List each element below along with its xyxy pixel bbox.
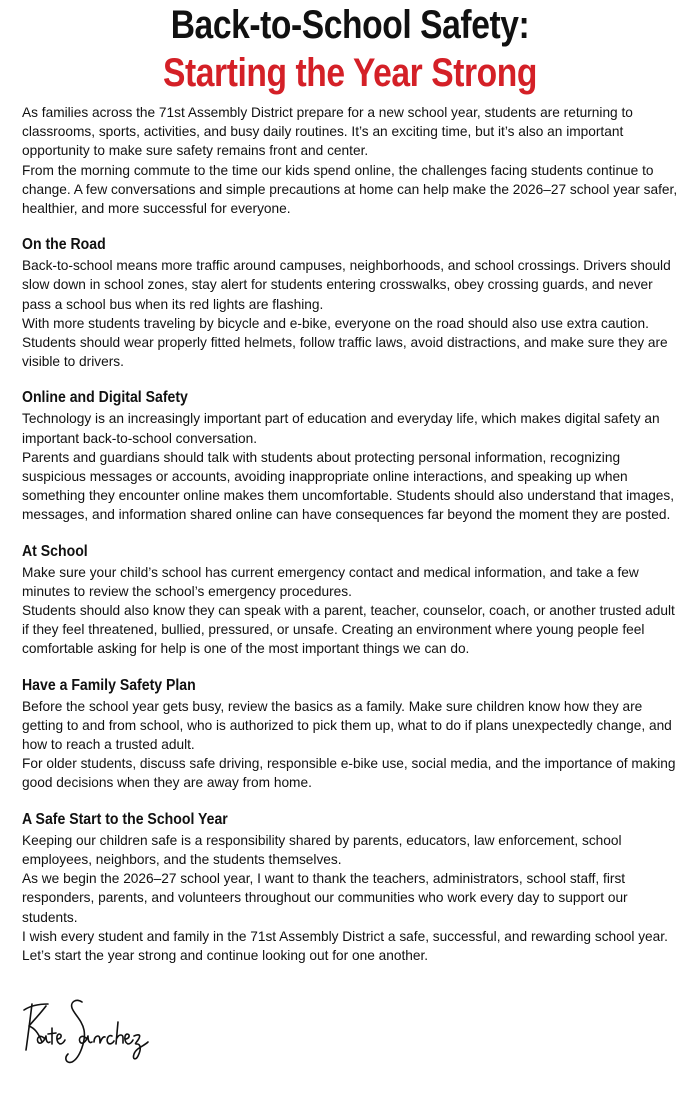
section-paragraph: Keeping our children safe is a responsibility shared by parents, educators, law enforcement, school employees, neighbors, and the students themselves. [22, 832, 622, 867]
section-paragraph: For older students, discuss safe driving, responsible e-bike use, social media, and the importance of making good decisions when they are away from home. [22, 756, 676, 791]
section-on-the-road [22, 235, 678, 371]
intro [22, 103, 678, 218]
section-heading: A Safe Start to the School Year [22, 810, 228, 828]
section-paragraph: Back-to-school means more traffic around campuses, neighborhoods, and school crossings. Drivers should slow down in school zones, stay alert for students entering crosswalks, obey crossing guards, and never pass a school bus when its red lights are flashing. [22, 258, 671, 312]
section-online-digital-safety [22, 388, 678, 524]
section-paragraph: I wish every student and family in the 71st Assembly District a safe, successful, and rewarding school year. Let’s start the year strong and continue looking out for one another. [22, 928, 668, 963]
section-paragraph: As we begin the 2026–27 school year, I want to thank the teachers, administrators, school staff, first responders, parents, and volunteers throughout our communities who work every day to support our students. [22, 871, 628, 925]
intro-paragraph: From the morning commute to the time our kids spend online, the challenges facing students continue to change. A few conversations and simple precautions at home can help make the 2026–27 school year safer, healthier, and more successful for everyone. [22, 162, 678, 217]
section-at-school [22, 542, 678, 659]
section-family-safety-plan [22, 676, 678, 793]
title-line-1: Back-to-School Safety: [170, 3, 530, 47]
page-title [22, 5, 678, 93]
section-paragraph: Before the school year gets busy, review the basics as a family. Make sure children know how they are getting to and from school, who is authorized to pick them up, what to do if plans unexpectedly change, and how to reach a trusted adult. [22, 698, 672, 753]
section-heading: Have a Family Safety Plan [22, 676, 196, 694]
section-heading: On the Road [22, 236, 106, 254]
section-heading: At School [22, 542, 88, 560]
section-paragraph: Make sure your child’s school has current emergency contact and medical information, and take a few minutes to review the school’s emergency procedures. [22, 564, 639, 599]
section-paragraph: With more students traveling by bicycle and e-bike, everyone on the road should also use extra caution. Students should wear properly fitted helmets, follow traffic laws, avoid distractions, and make sure they are visible to drivers. [22, 315, 668, 370]
signature-icon [20, 992, 150, 1072]
intro-paragraph: As families across the 71st Assembly District prepare for a new school year, students are returning to classrooms, sports, activities, and busy daily routines. It’s an exciting time, but it’s also an important opportunity to make sure safety remains front and center. [22, 105, 633, 159]
title-line-2: Starting the Year Strong [163, 51, 537, 95]
section-safe-start [22, 810, 678, 965]
section-paragraph: Students should also know they can speak with a parent, teacher, counselor, coach, or another trusted adult if they feel threatened, bullied, pressured, or unsafe. Creating an environment where young people feel comfortable asking for help is one of the most important things we can do. [22, 603, 675, 657]
section-heading: Online and Digital Safety [22, 389, 188, 407]
section-paragraph: Technology is an increasingly important part of education and everyday life, which makes digital safety an important back-to-school conversation. [22, 411, 660, 446]
section-paragraph: Parents and guardians should talk with students about protecting personal information, recognizing suspicious messages or accounts, avoiding inappropriate online interactions, and speaking up when something they encounter online makes them uncomfortable. Students should also understand that images, messages, and information shared online can have consequences far beyond the moment they are posted. [22, 449, 675, 523]
